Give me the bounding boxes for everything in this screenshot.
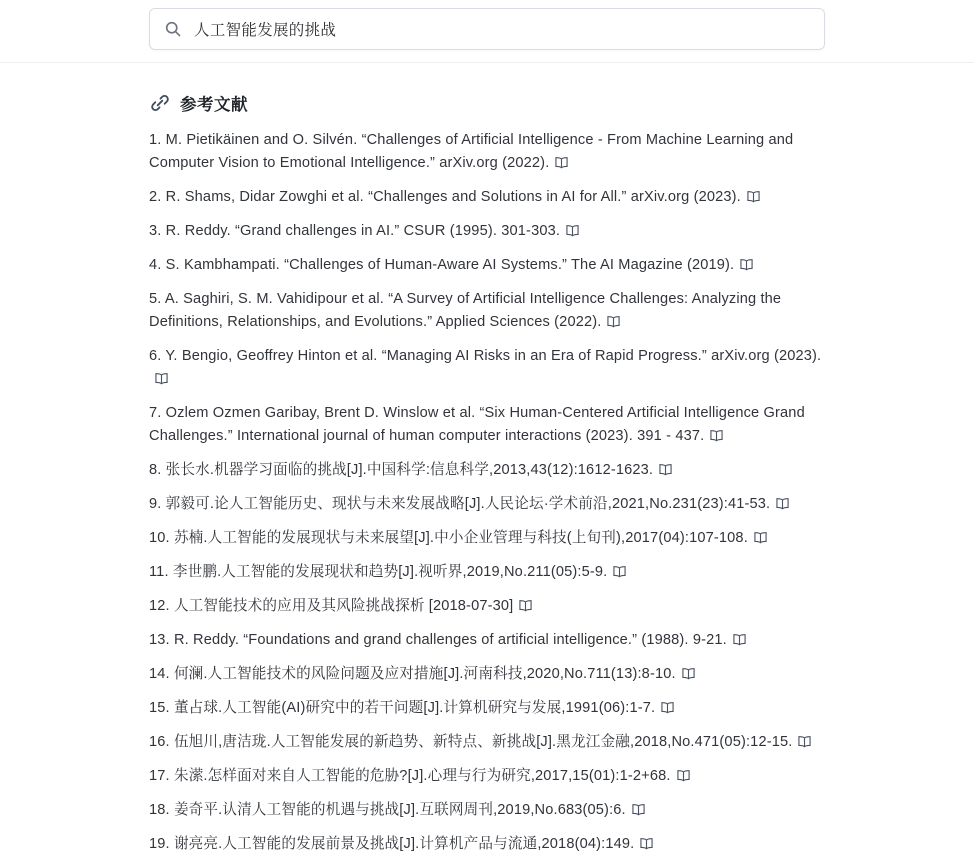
list-item (149, 220, 825, 243)
link-icon (149, 92, 171, 114)
reference-text: 19. 谢亮亮.人工智能的发展前景及挑战[J].计算机产品与流通,2018(04):149. (149, 836, 635, 852)
book-icon[interactable] (631, 803, 646, 816)
reference-text: 8. 张长水.机器学习面临的挑战[J].中国科学:信息科学,2013,43(12):1612-1623. (149, 462, 654, 478)
list-item (149, 697, 825, 720)
list-item (149, 345, 825, 391)
section-header (149, 91, 825, 115)
book-icon[interactable] (154, 372, 169, 385)
list-item (149, 527, 825, 550)
reference-text: 18. 姜奇平.认清人工智能的机遇与挑战[J].互联网周刊,2019,No.683(05):6. (149, 802, 626, 818)
list-item (149, 799, 825, 822)
reference-text: 1. M. Pietikäinen and O. Silvén. “Challenges of Artificial Intelligence - From Machine Learning and Computer Vision to Emotional Intelligence.” arXiv.org (2022). (149, 132, 794, 171)
content-area (0, 63, 974, 856)
book-icon[interactable] (565, 224, 580, 237)
section-title: 参考文献 (180, 96, 248, 114)
book-icon[interactable] (681, 667, 696, 680)
reference-text: 10. 苏楠.人工智能的发展现状与未来展望[J].中小企业管理与科技(上旬刊),2017(04):107-108. (149, 530, 748, 546)
list-item (149, 731, 825, 754)
reference-text: 15. 董占球.人工智能(AI)研究中的若干问题[J].计算机研究与发展,1991(06):1-7. (149, 700, 656, 716)
list-item (149, 833, 825, 856)
list-item (149, 402, 825, 448)
list-item (149, 595, 825, 618)
list-item (149, 765, 825, 788)
reference-text: 17. 朱潆.怎样面对来自人工智能的危胁?[J].心理与行为研究,2017,15(01):1-2+68. (149, 768, 671, 784)
list-item (149, 629, 825, 652)
book-icon[interactable] (739, 258, 754, 271)
search-icon (164, 20, 182, 38)
book-icon[interactable] (658, 463, 673, 476)
reference-text: 9. 郭毅可.论人工智能历史、现状与未来发展战略[J].人民论坛·学术前沿,2021,No.231(23):41-53. (149, 496, 771, 512)
reference-text: 4. S. Kambhampati. “Challenges of Human-Aware AI Systems.” The AI Magazine (2019). (149, 257, 735, 273)
book-icon[interactable] (709, 429, 724, 442)
list-item (149, 561, 825, 584)
reference-text: 14. 何澜.人工智能技术的风险问题及应对措施[J].河南科技,2020,No.711(13):8-10. (149, 666, 676, 682)
list-item (149, 186, 825, 209)
book-icon[interactable] (775, 497, 790, 510)
list-item (149, 129, 825, 175)
reference-text: 5. A. Saghiri, S. M. Vahidipour et al. “A Survey of Artificial Intelligence Challenges: Analyzing the Definitions, Relationships, and Evolutions.” Applied Sciences (2022). (149, 291, 782, 330)
book-icon[interactable] (612, 565, 627, 578)
search-input[interactable] (149, 8, 825, 50)
reference-text: 7. Ozlem Ozmen Garibay, Brent D. Winslow et al. “Six Human-Centered Artificial Intelligence Grand Challenges.” International journal of human computer interactions (2023). 391 - 437. (149, 405, 805, 444)
reference-text: 12. 人工智能技术的应用及其风险挑战探析 [2018-07-30] (149, 598, 514, 614)
search-query-text: 人工智能发展的挑战 (194, 22, 337, 39)
reference-text: 6. Y. Bengio, Geoffrey Hinton et al. “Managing AI Risks in an Era of Rapid Progress.” arXiv.org (2023). (149, 348, 822, 364)
book-icon[interactable] (518, 599, 533, 612)
search-region (0, 0, 974, 63)
book-icon[interactable] (753, 531, 768, 544)
reference-text: 11. 李世鹏.人工智能的发展现状和趋势[J].视听界,2019,No.211(05):5-9. (149, 564, 608, 580)
reference-text: 16. 伍旭川,唐洁珑.人工智能发展的新趋势、新特点、新挑战[J].黑龙江金融,2018,No.471(05):12-15. (149, 734, 793, 750)
reference-list (149, 129, 825, 856)
book-icon[interactable] (554, 156, 569, 169)
book-icon[interactable] (676, 769, 691, 782)
reference-text: 13. R. Reddy. “Foundations and grand challenges of artificial intelligence.” (1988). 9-21. (149, 632, 727, 648)
list-item (149, 254, 825, 277)
book-icon[interactable] (606, 315, 621, 328)
list-item (149, 288, 825, 334)
book-icon[interactable] (660, 701, 675, 714)
book-icon[interactable] (639, 837, 654, 850)
book-icon[interactable] (732, 633, 747, 646)
references-panel (149, 91, 825, 856)
list-item (149, 493, 825, 516)
list-item (149, 663, 825, 686)
list-item (149, 459, 825, 482)
book-icon[interactable] (746, 190, 761, 203)
book-icon[interactable] (797, 735, 812, 748)
reference-text: 3. R. Reddy. “Grand challenges in AI.” CSUR (1995). 301-303. (149, 223, 561, 239)
reference-text: 2. R. Shams, Didar Zowghi et al. “Challenges and Solutions in AI for All.” arXiv.org (2023). (149, 189, 741, 205)
